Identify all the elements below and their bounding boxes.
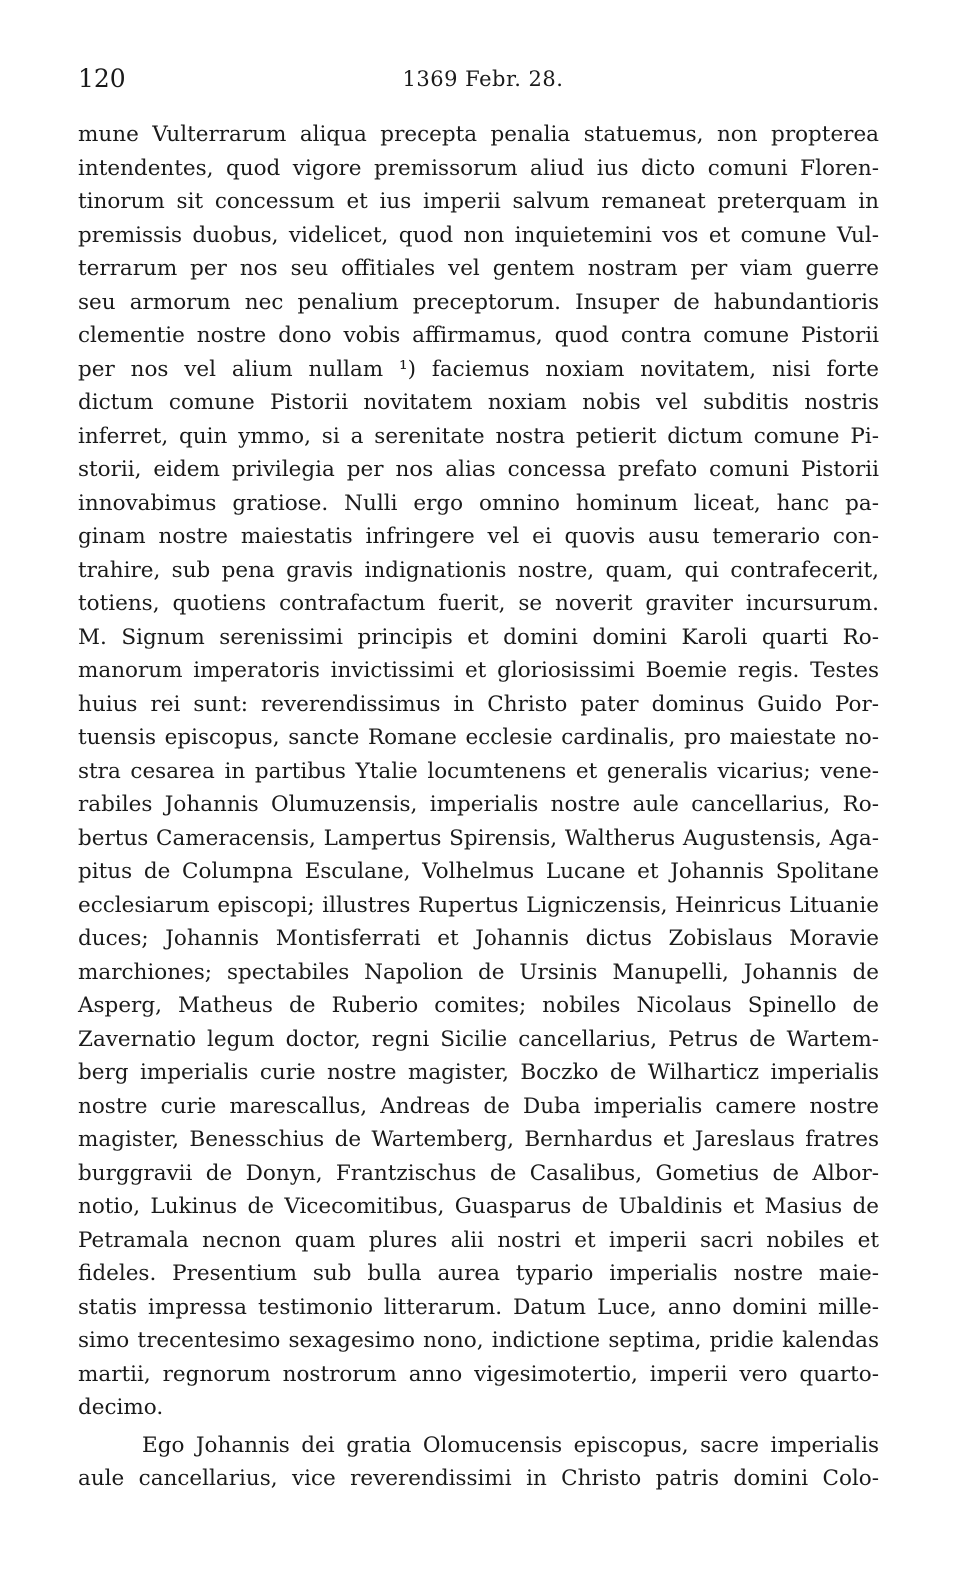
- text-line: seu armorum nec penalium preceptorum. Insuper de habundantioris: [78, 289, 879, 315]
- page-number: 120: [78, 64, 126, 93]
- paragraph-charter-text: [78, 118, 879, 1425]
- text-line: Petramala necnon quam plures alii nostri et imperii sacri nobiles et: [78, 1227, 879, 1253]
- text-line: bertus Cameracensis, Lampertus Spirensis, Waltherus Augustensis, Aga-: [78, 825, 879, 851]
- text-line: mune Vulterrarum aliqua precepta penalia statuemus, non propterea: [78, 122, 879, 147]
- text-line: dictum comune Pistorii novitatem noxiam nobis vel subditis nostris: [78, 390, 879, 415]
- text-line: martii, regnorum nostrorum anno vigesimotertio, imperii vero quarto-: [78, 1361, 879, 1387]
- text-line: statis impressa testimonio litterarum. Datum Luce, anno domini mille-: [78, 1294, 879, 1320]
- text-line: trahire, sub pena gravis indignationis nostre, quam, qui contrafecerit,: [78, 557, 879, 583]
- text-line: storii, eidem privilegia per nos alias concessa prefato comuni Pistorii: [78, 457, 879, 482]
- text-line: simo trecentesimo sexagesimo nono, indictione septima, pridie kalendas: [78, 1328, 879, 1353]
- text-line: notio, Lukinus de Vicecomitibus, Guasparus de Ubaldinis et Masius de: [78, 1194, 879, 1219]
- text-line: terrarum per nos seu offitiales vel gentem nostram per viam guerre: [78, 256, 879, 281]
- text-line: burggravii de Donyn, Frantzischus de Casalibus, Gometius de Albor-: [78, 1160, 879, 1186]
- text-line: pitus de Columpna Esculane, Volhelmus Lucane et Johannis Spolitane: [78, 859, 879, 884]
- text-line: ecclesiarum episcopi; illustres Rupertus Ligniczensis, Heinricus Lituanie: [78, 892, 879, 918]
- text-line: tinorum sit concessum et ius imperii salvum remaneat preterquam in: [78, 189, 879, 214]
- text-line: magister, Benesschius de Wartemberg, Bernhardus et Jareslaus fratres: [78, 1127, 879, 1152]
- text-line: Zavernatio legum doctor, regni Sicilie cancellarius, Petrus de Wartem-: [78, 1026, 879, 1052]
- text-line: decimo.: [78, 1395, 164, 1420]
- running-head: [78, 62, 888, 96]
- text-line: per nos vel alium nullam ¹) faciemus noxiam novitatem, nisi forte: [78, 356, 879, 382]
- text-line: M. Signum serenissimi principis et domini domini Karoli quarti Ro-: [78, 624, 879, 650]
- text-line: huius rei sunt: reverendissimus in Christo pater dominus Guido Por-: [78, 691, 879, 717]
- text-line: duces; Johannis Montisferrati et Johannis dictus Zobislaus Moravie: [78, 926, 879, 951]
- text-line: berg imperialis curie nostre magister, Boczko de Wilharticz imperialis: [78, 1060, 879, 1085]
- text-line: marchiones; spectabiles Napolion de Ursinis Manupelli, Johannis de: [78, 959, 879, 985]
- text-line: premissis duobus, videlicet, quod non inquietemini vos et comune Vul-: [78, 222, 879, 248]
- body-text: [78, 118, 879, 1496]
- text-line: Asperg, Matheus de Ruberio comites; nobiles Nicolaus Spinello de: [78, 993, 879, 1018]
- text-line: Ego Johannis dei gratia Olomucensis episcopus, sacre imperialis: [142, 1432, 879, 1458]
- text-line: nostre curie marescallus, Andreas de Duba imperialis camere nostre: [78, 1093, 879, 1119]
- text-line: totiens, quotiens contrafactum fuerit, se noverit graviter incursurum.: [78, 591, 879, 616]
- text-line: innovabimus gratiose. Nulli ergo omnino hominum liceat, hanc pa-: [78, 490, 879, 516]
- text-line: clementie nostre dono vobis affirmamus, quod contra comune Pistorii: [78, 323, 879, 348]
- paragraph-subscription: [78, 1429, 879, 1496]
- text-line: inferret, quin ymmo, si a serenitate nostra petierit dictum comune Pi-: [78, 423, 879, 449]
- text-line: tuensis episcopus, sancte Romane ecclesie cardinalis, pro maiestate no-: [78, 725, 879, 750]
- text-line: intendentes, quod vigore premissorum aliud ius dicto comuni Floren-: [78, 155, 879, 181]
- text-line: rabiles Johannis Olumuzensis, imperialis nostre aule cancellarius, Ro-: [78, 792, 879, 817]
- text-line: manorum imperatoris invictissimi et gloriosissimi Boemie regis. Testes: [78, 658, 879, 683]
- text-line: stra cesarea in partibus Ytalie locumtenens et generalis vicarius; vene-: [78, 758, 879, 784]
- text-line: fideles. Presentium sub bulla aurea typario imperialis nostre maie-: [78, 1261, 879, 1286]
- text-line: ginam nostre maiestatis infringere vel ei quovis ausu temerario con-: [78, 524, 879, 549]
- header-date: 1369 Febr. 28.: [402, 67, 564, 91]
- text-line: aule cancellarius, vice reverendissimi in Christo patris domini Colo-: [78, 1466, 879, 1491]
